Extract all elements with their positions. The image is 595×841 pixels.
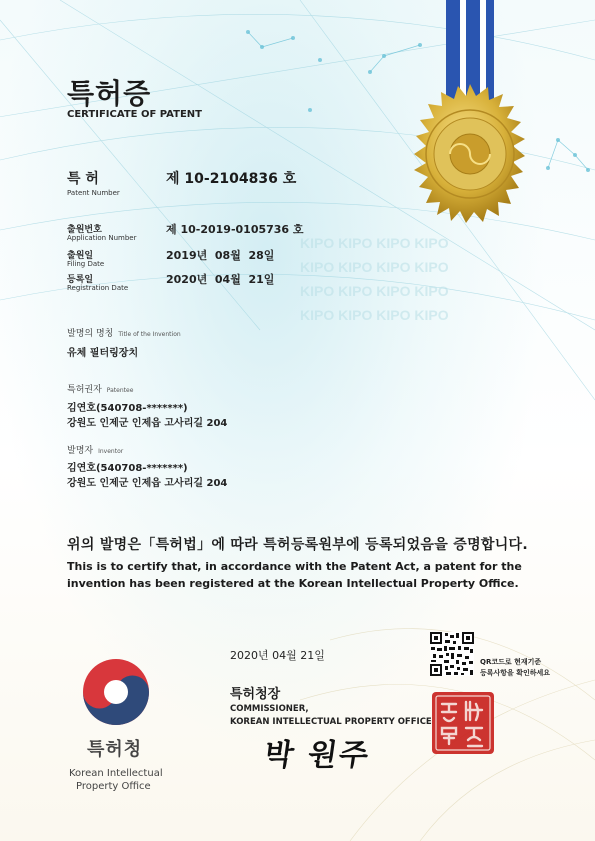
- registration-label: 등록일: [67, 275, 94, 285]
- filing-label: 출원일: [67, 251, 94, 261]
- logo-name-english-1: Korean Intellectual: [69, 768, 163, 779]
- patentee-address: 강원도 인제군 인제읍 고사리길 204: [67, 418, 228, 429]
- certification-english: This is to certify that, in accordance with the Patent Act, a patent for the invention has been registered at the Korean Intellectual Property Office.: [67, 560, 522, 590]
- patentee-label-ko: 특허권자: [67, 385, 102, 395]
- filing-date: 2019년 08월 28일: [166, 249, 275, 262]
- patent-label: 특 허: [67, 171, 99, 187]
- patentee-label-en: Patentee: [106, 387, 134, 394]
- svg-text:KIPO KIPO KIPO KIPO: KIPO KIPO KIPO KIPO: [300, 307, 449, 323]
- application-label-en: Application Number: [67, 234, 137, 242]
- kipo-watermark: [300, 235, 449, 323]
- inventor-label: [67, 443, 123, 456]
- qr-code-icon[interactable]: [430, 632, 474, 676]
- filing-label-en: Filing Date: [67, 260, 105, 268]
- gold-medal-seal-icon: [398, 82, 542, 226]
- issue-date: 2020년 04월 21일: [230, 649, 325, 662]
- inventor-label-en: Inventor: [98, 448, 124, 455]
- commissioner-title-korean: 특허청장: [230, 687, 281, 702]
- qr-instruction-line1: QR코드로 현재기준: [480, 658, 542, 666]
- patent-number: 제 10-2104836 호: [166, 171, 297, 187]
- logo-name-korean: 특허청: [87, 739, 143, 760]
- registration-label-en: Registration Date: [67, 284, 129, 292]
- svg-text:KIPO KIPO KIPO KIPO: KIPO KIPO KIPO KIPO: [300, 259, 449, 275]
- registration-date: 2020년 04월 21일: [166, 273, 275, 286]
- qr-instruction-line2: 등록사항을 확인하세요: [480, 669, 551, 677]
- certification-korean: 위의 발명은「특허법」에 따라 특허등록원부에 등록되었음을 증명합니다.: [67, 537, 528, 553]
- svg-text:KIPO KIPO KIPO KIPO: KIPO KIPO KIPO KIPO: [300, 235, 449, 251]
- patent-label-en: Patent Number: [67, 189, 120, 197]
- logo-name-english-2: Property Office: [76, 781, 151, 792]
- inventor-address: 강원도 인제군 인제읍 고사리길 204: [67, 478, 228, 489]
- invention-label-en: Title of the Invention: [118, 331, 181, 338]
- commissioner-title-english-2: KOREAN INTELLECTUAL PROPERTY OFFICE: [230, 717, 432, 727]
- commissioner-title-english-1: COMMISSIONER,: [230, 704, 309, 714]
- patentee-name: 김연호(540708-*******): [67, 403, 188, 414]
- commissioner-signature: 박 원주: [262, 738, 373, 773]
- patentee-label: [67, 382, 133, 395]
- inventor-name: 김연호(540708-*******): [67, 463, 188, 474]
- qr-instruction: [480, 657, 550, 679]
- application-label: 출원번호: [67, 225, 102, 235]
- invention-label-ko: 발명의 명칭: [67, 329, 114, 339]
- title-korean: 특허증: [67, 77, 152, 110]
- title-english: CERTIFICATE OF PATENT: [67, 109, 202, 120]
- invention-label: [67, 326, 181, 339]
- svg-text:KIPO KIPO KIPO KIPO: KIPO KIPO KIPO KIPO: [300, 283, 449, 299]
- invention-title: 유체 필터링장치: [67, 348, 139, 359]
- kipo-taeguk-logo-icon: [80, 656, 152, 728]
- application-number: 제 10-2019-0105736 호: [166, 223, 304, 236]
- inventor-label-ko: 발명자: [67, 446, 94, 456]
- official-seal-stamp-icon: [430, 690, 496, 756]
